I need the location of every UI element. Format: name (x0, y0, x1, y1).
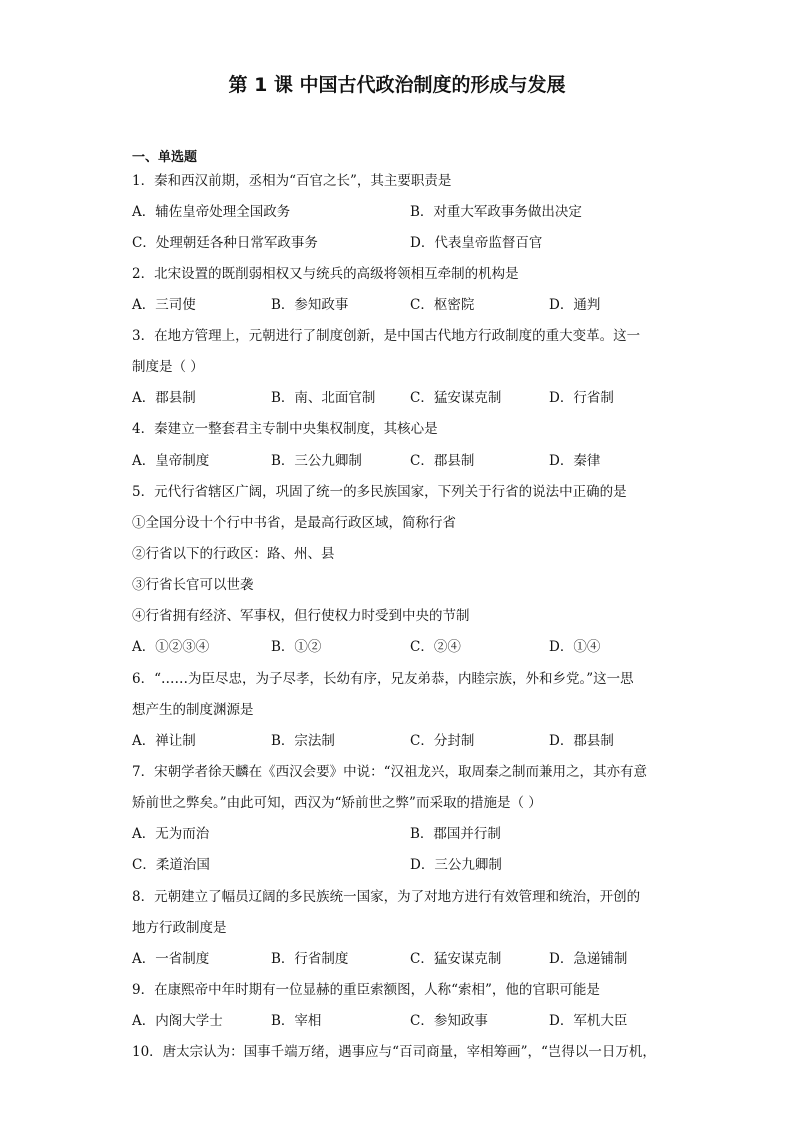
options-row (132, 446, 672, 477)
question-line: 6．“……为臣尽忠，为子尽孝，长幼有序，兄友弟恭，内睦宗族，外和乡党。”这一思 (132, 671, 634, 687)
option-d: D．军机大臣 (549, 1013, 628, 1029)
option-b: B．宰相 (271, 1013, 322, 1029)
option-c: C．参知政事 (410, 1013, 488, 1029)
options-row (132, 197, 672, 228)
option-b: B．参知政事 (271, 297, 349, 313)
option-a: A．①②③④ (132, 639, 210, 655)
option-a: A．郡县制 (132, 390, 196, 406)
option-c: C．猛安谋克制 (410, 951, 502, 967)
option-a: A．三司使 (132, 297, 196, 313)
options-row (132, 944, 672, 975)
options-row (132, 383, 672, 414)
option-b: B．①② (271, 639, 322, 655)
question-line: 7．宋朝学者徐天麟在《西汉会要》中说：“汉祖龙兴，取周秦之制而兼用之，其亦有意 (132, 764, 647, 780)
option-d: D．通判 (549, 297, 601, 313)
options-row (132, 1006, 672, 1037)
question-line: 9．在康熙帝中年时期有一位显赫的重臣索额图，人称“索相”，他的官职可能是 (132, 982, 600, 998)
option-b: B．南、北面官制 (271, 390, 376, 406)
option-d: D．秦律 (549, 453, 601, 469)
option-c: C．处理朝廷各种日常军政事务 (132, 235, 318, 251)
option-d: D．①④ (549, 639, 601, 655)
option-c: C．柔道治国 (132, 857, 210, 873)
options-row (132, 632, 672, 663)
option-c: C．枢密院 (410, 297, 475, 313)
question-line: 5．元代行省辖区广阔，巩固了统一的多民族国家，下列关于行省的说法中正确的是 (132, 484, 627, 500)
option-a: A．辅佐皇帝处理全国政务 (132, 204, 291, 220)
statement-line: ①全国分设十个行中书省，是最高行政区域，简称行省 (132, 515, 456, 531)
option-b: B．行省制度 (271, 951, 349, 967)
option-c: C．分封制 (410, 733, 475, 749)
options-row (132, 819, 672, 850)
option-d: D．行省制 (549, 390, 614, 406)
question-line: 3．在地方管理上，元朝进行了制度创新，是中国古代地方行政制度的重大变革。这一 (132, 328, 641, 344)
option-b: B．郡国并行制 (410, 826, 501, 842)
statement-line: ②行省以下的行政区：路、州、县 (132, 546, 335, 562)
options-row (132, 726, 672, 757)
options-row (132, 290, 672, 321)
options-row (132, 228, 672, 259)
option-d: D．郡县制 (549, 733, 614, 749)
option-a: A．禅让制 (132, 733, 196, 749)
option-a: A．无为而治 (132, 826, 210, 842)
question-line: 矫前世之弊矣。”由此可知，西汉为“矫前世之弊”而采取的措施是（ ） (132, 795, 542, 811)
option-c: C．②④ (410, 639, 461, 655)
options-row (132, 850, 672, 881)
question-line: 想产生的制度渊源是 (132, 702, 254, 718)
option-a: A．一省制度 (132, 951, 210, 967)
option-a: A．内阁大学士 (132, 1013, 223, 1029)
question-line: 10．唐太宗认为：国事千端万绪，遇事应与“百司商量，宰相筹画”，“岂得以一日万机， (132, 1044, 656, 1060)
option-a: A．皇帝制度 (132, 453, 210, 469)
option-d: D．急递铺制 (549, 951, 628, 967)
question-line: 4．秦建立一整套君主专制中央集权制度，其核心是 (132, 421, 438, 437)
option-d: D．代表皇帝监督百官 (410, 235, 543, 251)
statement-line: ④行省拥有经济、军事权，但行使权力时受到中央的节制 (132, 608, 470, 624)
option-c: C．郡县制 (410, 453, 475, 469)
option-b: B．对重大军政事务做出决定 (410, 204, 582, 220)
question-line: 制度是（ ） (132, 359, 204, 375)
option-b: B．宗法制 (271, 733, 335, 749)
option-c: C．猛安谋克制 (410, 390, 502, 406)
page-title: 第 1 课 中国古代政治制度的形成与发展 (228, 74, 566, 96)
question-line: 1．秦和西汉前期，丞相为“百官之长”，其主要职责是 (132, 173, 452, 189)
question-line: 地方行政制度是 (132, 920, 227, 936)
question-line: 2．北宋设置的既削弱相权又与统兵的高级将领相互牵制的机构是 (132, 266, 519, 282)
section-heading: 一、单选题 (132, 150, 198, 165)
option-d: D．三公九卿制 (410, 857, 502, 873)
question-line: 8．元朝建立了幅员辽阔的多民族统一国家，为了对地方进行有效管理和统治，开创的 (132, 889, 641, 905)
statement-line: ③行省长官可以世袭 (132, 577, 254, 593)
option-b: B．三公九卿制 (271, 453, 362, 469)
